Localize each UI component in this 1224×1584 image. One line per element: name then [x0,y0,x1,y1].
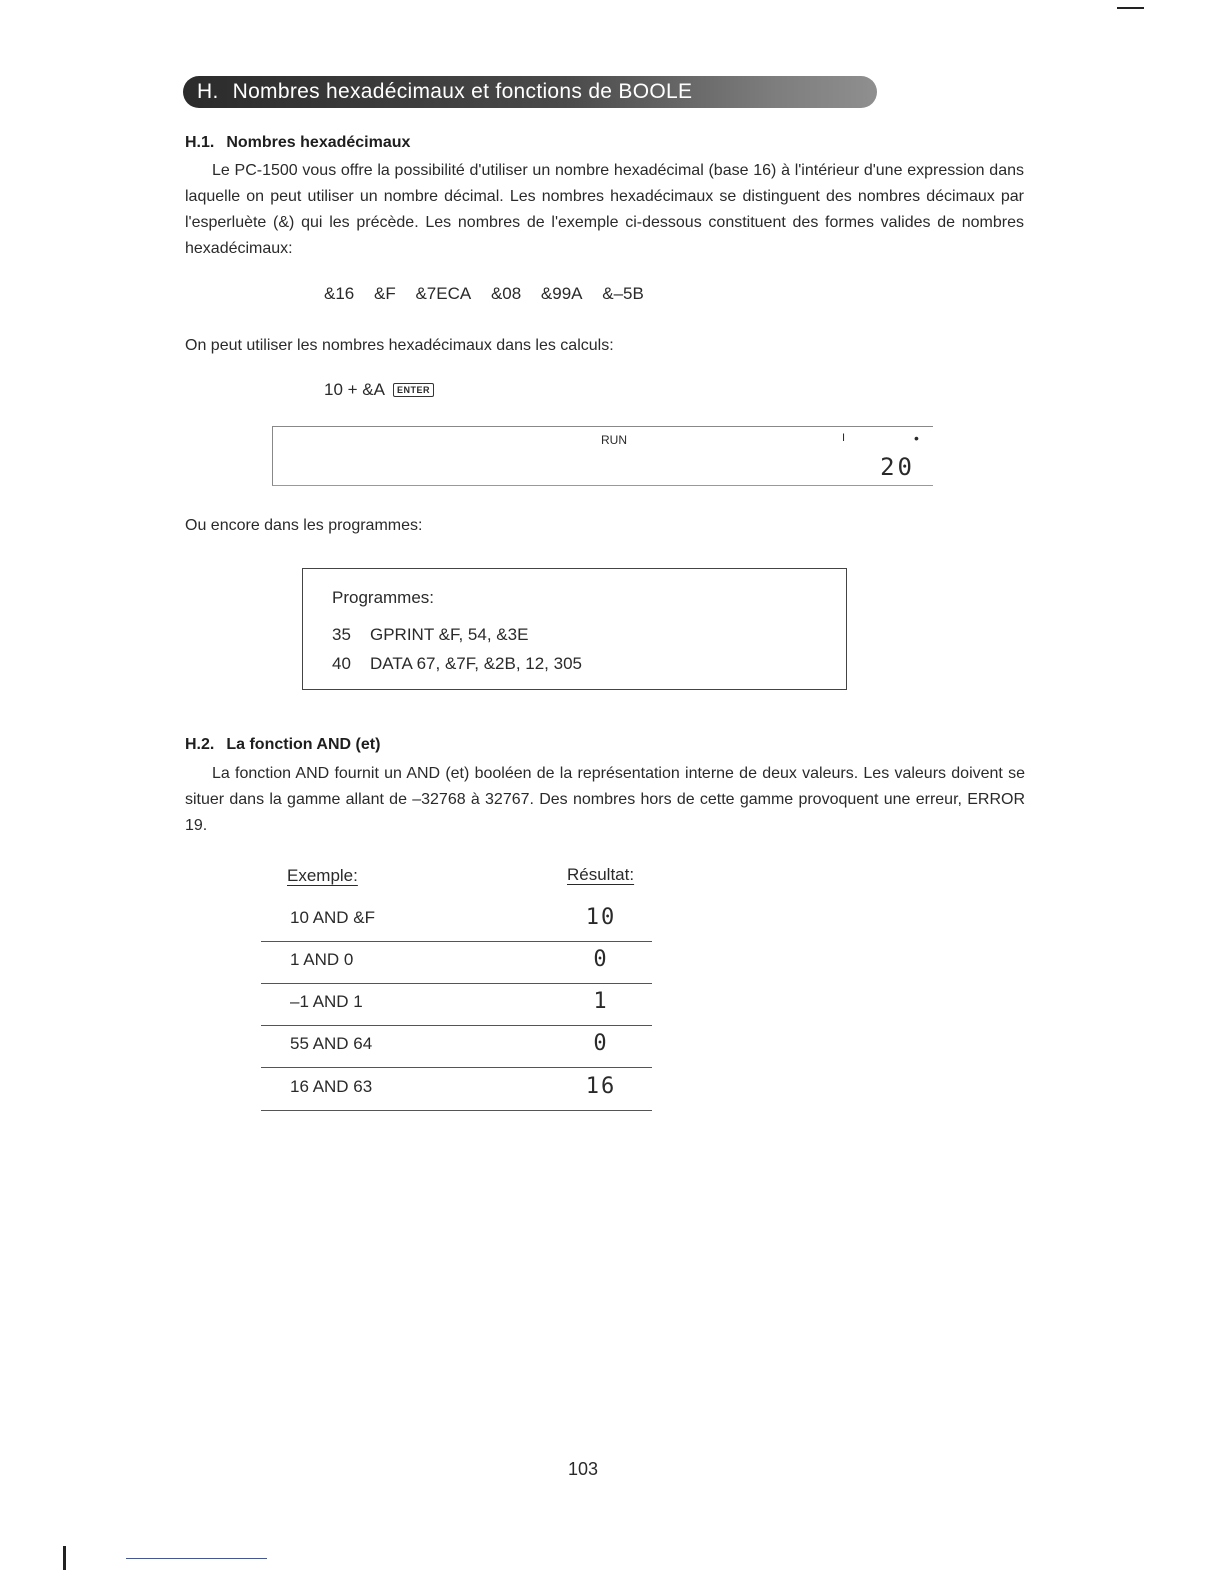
scan-mark [1117,7,1144,9]
h2-heading-text: La fonction AND (et) [226,736,381,753]
hex-examples [324,284,659,304]
h2-paragraph-text: La fonction AND fournit un AND (et) booléen de la représentation interne de deux valeurs. Les valeurs doivent se situer dans la gamme allant de –32768 à 32767. Des nombres hors de cette gamme provoquent une erreur, ERROR 19. [185,765,1025,834]
row-expression: 10 AND &F [290,908,376,927]
program-line-number: 40 [332,654,351,673]
scan-mark [126,1558,267,1559]
row-expression: –1 AND 1 [290,992,363,1011]
programs-box [302,568,847,690]
hex-example: &–5B [602,284,644,303]
h1-number: H.1. [185,134,215,151]
lcd-display [272,426,933,486]
row-result: 1 [593,989,609,1014]
row-expression: 55 AND 64 [290,1034,373,1053]
table-row [261,899,652,942]
program-line [332,654,582,674]
h2-number: H.2. [185,736,215,753]
table-row [261,983,652,1026]
calc-expression [324,380,434,400]
section-letter: H. [197,80,219,103]
section-banner [183,76,877,108]
hex-example: &7ECA [415,284,472,303]
programs-title: Programmes: [332,588,435,607]
lcd-value: 20 [880,453,915,481]
hex-example: &08 [490,284,522,303]
row-expression: 1 AND 0 [290,950,354,969]
hex-example: &99A [540,284,583,303]
row-result: 0 [593,947,609,972]
table-header-example: Exemple: [287,866,358,885]
table-header-result: Résultat: [567,865,635,884]
program-line-code: GPRINT &F, 54, &3E [370,625,529,644]
hex-example: &F [373,284,396,303]
program-line [332,625,528,645]
h2-paragraph [185,761,1025,839]
programs-intro: Ou encore dans les programmes: [185,517,423,534]
program-line-code: DATA 67, &7F, &2B, 12, 305 [370,654,582,673]
h1-paragraph [185,158,1024,262]
table-row [261,1025,652,1068]
scan-mark [63,1546,66,1570]
row-result: 0 [593,1031,609,1056]
hex-example: &16 [324,284,355,303]
row-result: 10 [585,905,617,930]
lcd-run-indicator: RUN [601,433,627,447]
row-expression: 16 AND 63 [290,1077,373,1096]
h1-heading [185,134,410,152]
calc-intro: On peut utiliser les nombres hexadécimaux dans les calculs: [185,337,614,354]
page-number: 103 [568,1459,599,1479]
table-row [261,941,652,984]
h1-heading-text: Nombres hexadécimaux [226,134,411,151]
program-line-number: 35 [332,625,351,644]
enter-key-icon: ENTER [393,383,434,397]
row-result: 16 [585,1074,617,1099]
calc-expression-text: 10 + &A [324,380,385,399]
table-row [261,1068,652,1111]
section-title: Nombres hexadécimaux et fonctions de BOOLE [232,80,693,103]
h2-heading [185,736,380,754]
h1-paragraph-text: Le PC-1500 vous offre la possibilité d'utiliser un nombre hexadécimal (base 16) à l'intérieur d'une expression dans laquelle on peut utiliser un nombre décimal. Les nombres hexadécimaux se distinguent des nombres décimaux par l'esperluète (&) qui les précède. Les nombres de l'exemple ci-dessous constituent des formes valides de nombres hexadécimaux: [185,162,1024,257]
lcd-dot-indicator: • [914,430,919,446]
lcd-indicator: I [842,432,846,444]
